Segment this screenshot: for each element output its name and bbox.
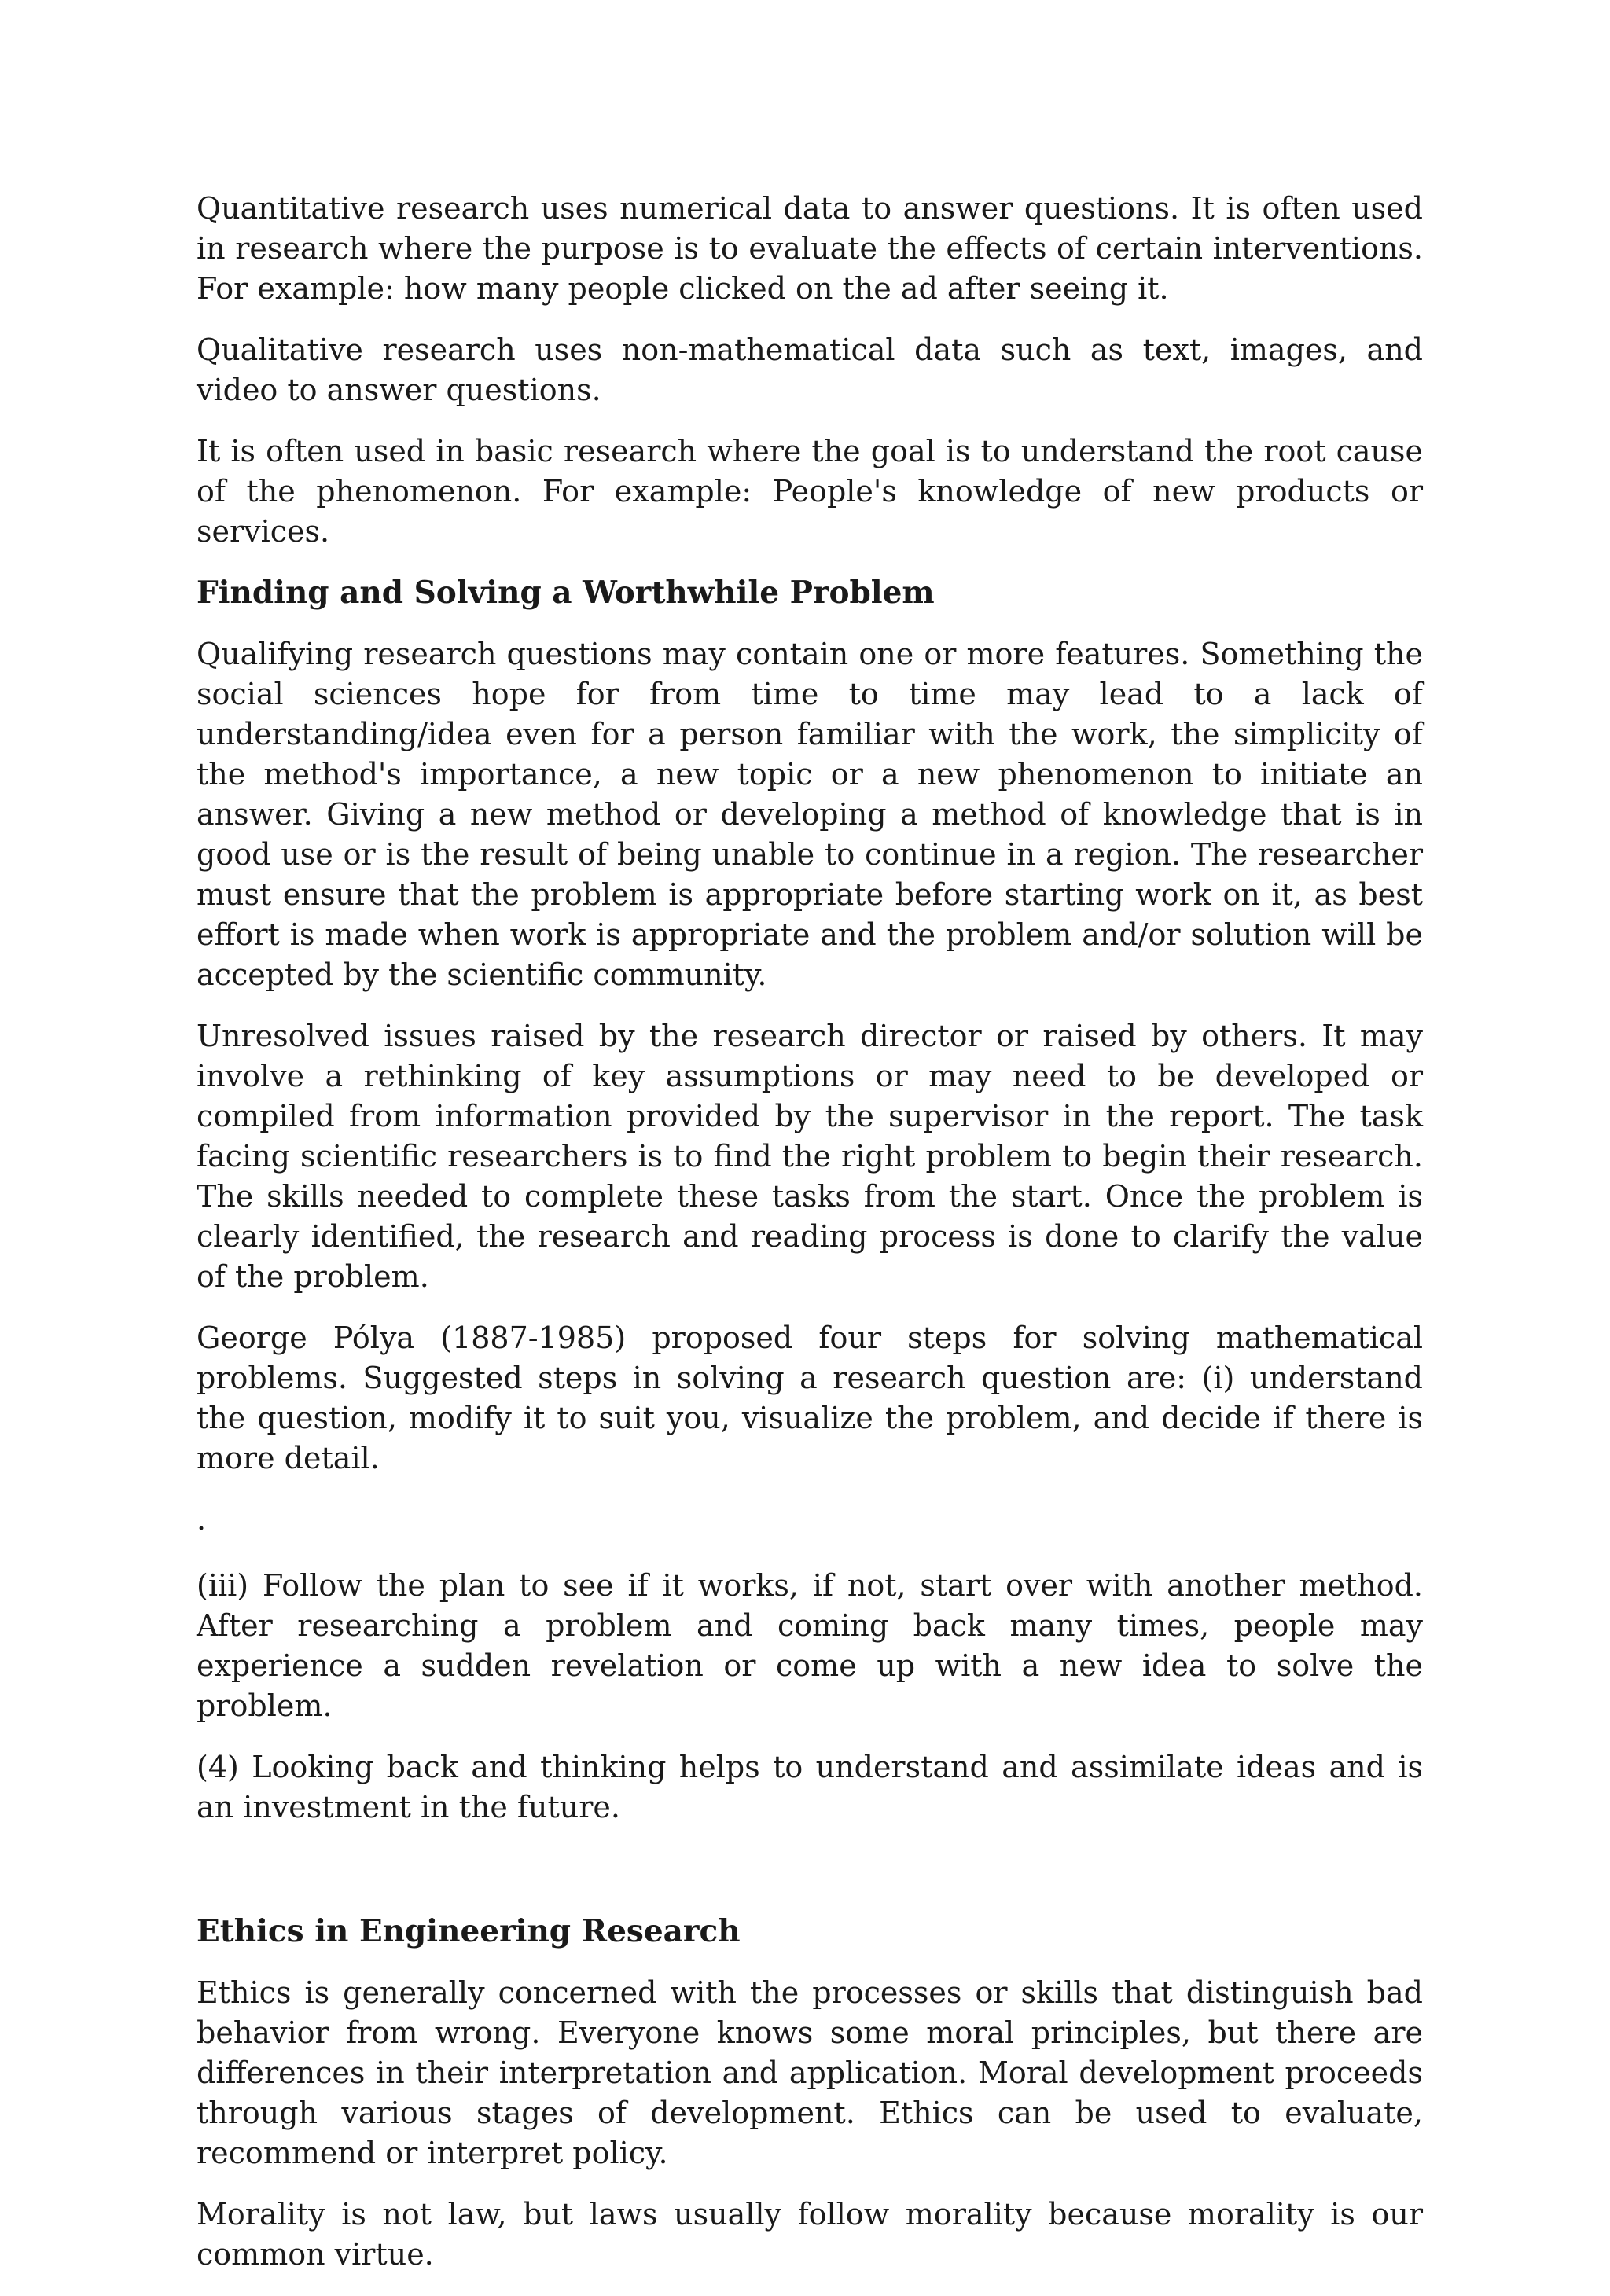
paragraph-basic-research: It is often used in basic research where the goal is to understand the root cause of the phenomenon. For example: People's knowledge of new products or services. [197, 434, 1423, 549]
paragraph-step-iii: (iii) Follow the plan to see if it works, if not, start over with another method. After researching a problem and coming back many times, people may experience a sudden revelation or come up with a new idea to solve the problem. [197, 1568, 1423, 1723]
document-page [197, 189, 1423, 2296]
section-spacer [197, 1849, 1423, 1912]
paragraph-qualitative-research: Qualitative research uses non-mathematical data such as text, images, and video to answer questions. [197, 332, 1423, 407]
heading-finding-solving-problem: Finding and Solving a Worthwhile Problem [197, 575, 935, 611]
paragraph-morality: Morality is not law, but laws usually follow morality because morality is our common virtue. [197, 2197, 1423, 2272]
heading-ethics-engineering-research: Ethics in Engineering Research [197, 1913, 741, 1949]
paragraph-unresolved-issues: Unresolved issues raised by the research director or raised by others. It may involve a rethinking of key assumptions or may need to be developed or compiled from information provided by the supervisor in the report. The task facing scientific researchers is to find the right problem to begin their research. The skills needed to complete these tasks from the start. Once the problem is clearly identified, the research and reading process is done to clarify the value of the problem. [197, 1019, 1423, 1294]
paragraph-ethics: Ethics is generally concerned with the processes or skills that distinguish bad behavior from wrong. Everyone knows some moral principles, but there are differences in their interpretation and application. Moral development proceeds through various stages of development. Ethics can be used to evaluate, recommend or interpret policy. [197, 1975, 1423, 2170]
stray-dot: . [197, 1502, 207, 1537]
paragraph-polya-steps: George Pólya (1887-1985) proposed four steps for solving mathematical problems. Suggested steps in solving a research question are: (i) understand the question, modify it to suit you, visualize the problem, and decide if there is more detail. [197, 1321, 1423, 1475]
paragraph-quantitative-research: Quantitative research uses numerical data to answer questions. It is often used in research where the purpose is to evaluate the effects of certain interventions. For example: how many people clicked on the ad after seeing it. [197, 191, 1423, 306]
paragraph-qualifying-questions: Qualifying research questions may contain one or more features. Something the social sciences hope for from time to time may lead to a lack of understanding/idea even for a person familiar with the work, the simplicity of the method's importance, a new topic or a new phenomenon to initiate an answer. Giving a new method or developing a method of knowledge that is in good use or is the result of being unable to continue in a region. The researcher must ensure that the problem is appropriate before starting work on it, as best effort is made when work is appropriate and the problem and/or solution will be accepted by the scientific community. [197, 637, 1423, 992]
paragraph-step-4: (4) Looking back and thinking helps to understand and assimilate ideas and is an investment in the future. [197, 1750, 1423, 1824]
